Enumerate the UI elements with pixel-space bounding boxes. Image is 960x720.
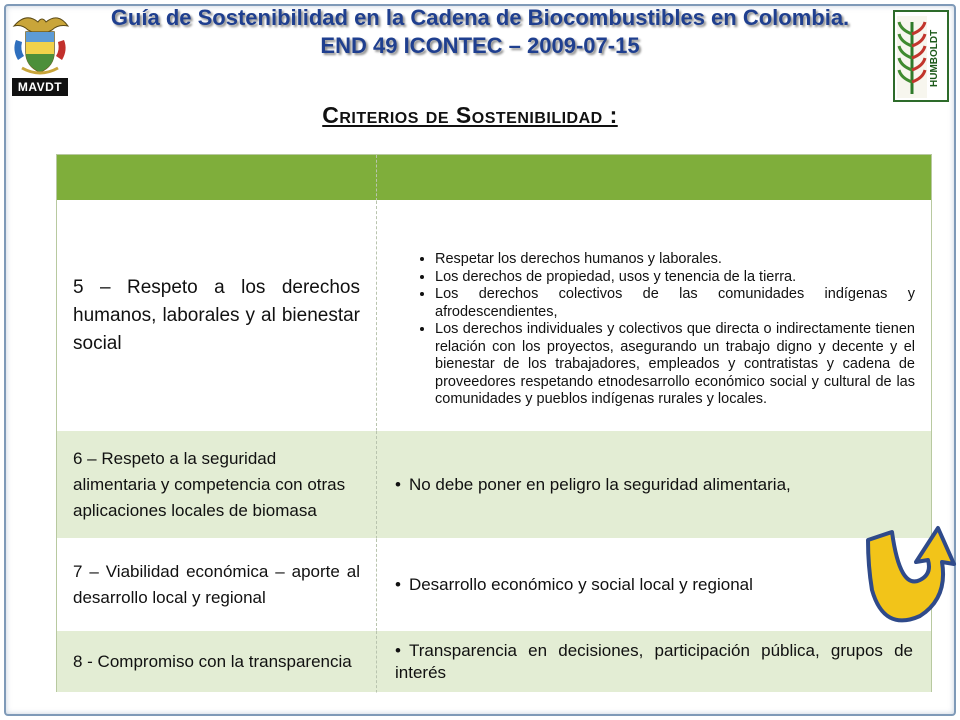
- description-cell: [377, 631, 931, 693]
- bullet-item: • Transparencia en decisiones, participación pública, grupos de interés: [377, 640, 931, 684]
- section-subtitle: Criterios de Sostenibilidad :: [322, 102, 618, 128]
- criterion-cell: [57, 631, 377, 693]
- header-cell-criterion: [57, 155, 377, 201]
- criteria-table: [56, 154, 932, 692]
- criterion-cell: [57, 539, 377, 631]
- table-row: [57, 431, 931, 539]
- criterion-label: 7 – Viabilidad económica – aporte al desarrollo local y regional: [73, 561, 360, 607]
- return-arrow-icon[interactable]: [858, 520, 958, 638]
- criterion-label: 8 - Compromiso con la transparencia: [73, 651, 352, 671]
- table-row: [57, 201, 931, 431]
- bullet-item: • Desarrollo económico y social local y regional: [377, 574, 771, 596]
- coat-of-arms-logo: [8, 6, 72, 94]
- humboldt-logo-icon: [895, 14, 929, 100]
- mavdt-tag: MAVDT: [12, 78, 68, 96]
- humboldt-label: HUMBOLDT: [929, 29, 940, 87]
- bullet-item: • Los derechos de propiedad, usos y tenencia de la tierra.: [435, 269, 915, 287]
- header-cell-description: [377, 155, 931, 201]
- table-header-row: [57, 155, 931, 201]
- page-title: Guía de Sostenibilidad en la Cadena de Biocombustibles en Colombia. END 49 ICONTEC – 2009-07-15: [110, 5, 850, 58]
- description-cell: [377, 539, 931, 631]
- bullet-item: • Los derechos individuales y colectivos que directa o indirectamente tienen relación con los proyectos, asegurando un trabajo digno y decente y el bienestar de los trabajadores, empleados y contratistas y cadena de proveedores respetando etnodesarrollo económico social y cultural de las comunidades y pueblos indígenas rurales y locales.: [435, 321, 915, 409]
- coat-of-arms-icon: [8, 6, 72, 80]
- humboldt-logo: [893, 10, 949, 102]
- bullet-item: • Los derechos colectivos de las comunidades indígenas y afrodescendientes,: [435, 286, 915, 321]
- bullet-item: • Respetar los derechos humanos y laborales.: [435, 251, 915, 269]
- criterion-label: 5 – Respeto a los derechos humanos, laborales y al bienestar social: [73, 276, 360, 354]
- description-cell: [377, 201, 931, 431]
- bullet-list: [377, 251, 931, 409]
- bullet-item: • No debe poner en peligro la seguridad alimentaria,: [377, 474, 809, 496]
- criterion-label: 6 – Respeto a la seguridad alimentaria y competencia con otras aplicaciones locales de biomasa: [73, 448, 346, 520]
- criterion-cell: [57, 431, 377, 539]
- criterion-cell: [57, 201, 377, 431]
- table-row: [57, 539, 931, 631]
- table-row: [57, 631, 931, 693]
- description-cell: [377, 431, 931, 539]
